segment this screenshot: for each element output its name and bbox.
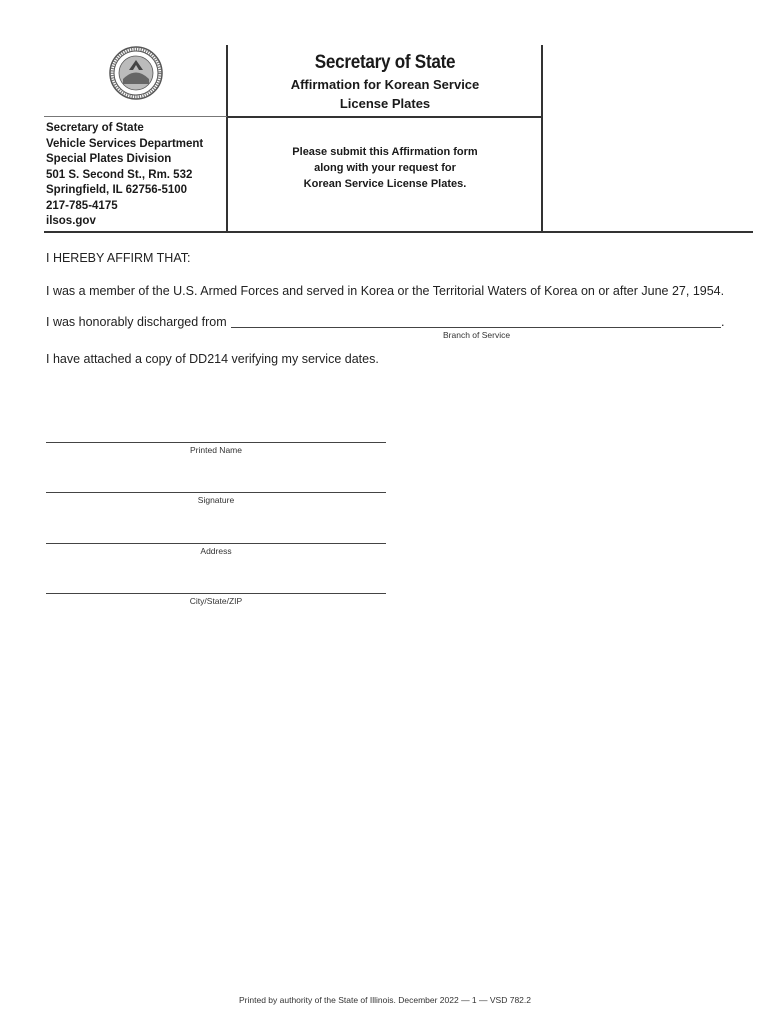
sentence-period: .	[721, 315, 725, 329]
discharge-statement: I was honorably discharged from	[46, 315, 227, 329]
address-line: 501 S. Second St., Rm. 532	[46, 168, 193, 181]
website-link[interactable]: ilsos.gov	[46, 215, 96, 227]
address-label: Address	[200, 546, 232, 556]
address-line: Vehicle Services Department	[46, 137, 204, 150]
city-state-zip-field[interactable]	[46, 593, 386, 594]
address-field[interactable]	[46, 543, 386, 544]
branch-of-service-label: Branch of Service	[443, 330, 511, 340]
signature-label: Signature	[197, 495, 235, 505]
affirm-heading: I HEREBY AFFIRM THAT:	[46, 251, 191, 265]
branch-of-service-field[interactable]	[231, 327, 721, 328]
signature-field[interactable]	[46, 492, 386, 493]
address-line: Springfield, IL 62756-5100	[46, 184, 188, 196]
page-title: Secretary of State	[314, 52, 456, 73]
submit-instructions	[228, 144, 542, 192]
state-seal-icon	[109, 46, 163, 100]
page-footer: Printed by authority of the State of Illinois. December 2022 — 1 — VSD 782.2	[239, 995, 531, 1005]
address-line: Secretary of State	[46, 122, 144, 134]
phone-number: 217-785-4175	[46, 199, 118, 212]
form-subtitle	[228, 75, 542, 113]
subtitle-line: Affirmation for Korean Service	[290, 77, 480, 92]
instruction-line: Korean Service License Plates.	[303, 178, 467, 190]
service-statement: I was a member of the U.S. Armed Forces and served in Korea or the Territorial Waters of Korea on or after June 27, 1954.	[46, 284, 725, 298]
header-bottom-rule	[44, 231, 753, 233]
header-divider-right	[541, 45, 543, 233]
city-state-zip-label: City/State/ZIP	[189, 596, 243, 606]
printed-name-label: Printed Name	[190, 445, 242, 455]
printed-name-field[interactable]	[46, 442, 386, 443]
header-divider-left	[226, 45, 228, 233]
instruction-line: Please submit this Affirmation form	[292, 146, 478, 158]
title-divider	[227, 116, 542, 118]
instruction-line: along with your request for	[314, 162, 456, 174]
seal-divider	[44, 116, 227, 117]
address-line: Special Plates Division	[46, 153, 172, 165]
office-address	[46, 121, 224, 230]
dd214-statement: I have attached a copy of DD214 verifying my service dates.	[46, 352, 379, 366]
subtitle-line: License Plates	[339, 96, 431, 111]
